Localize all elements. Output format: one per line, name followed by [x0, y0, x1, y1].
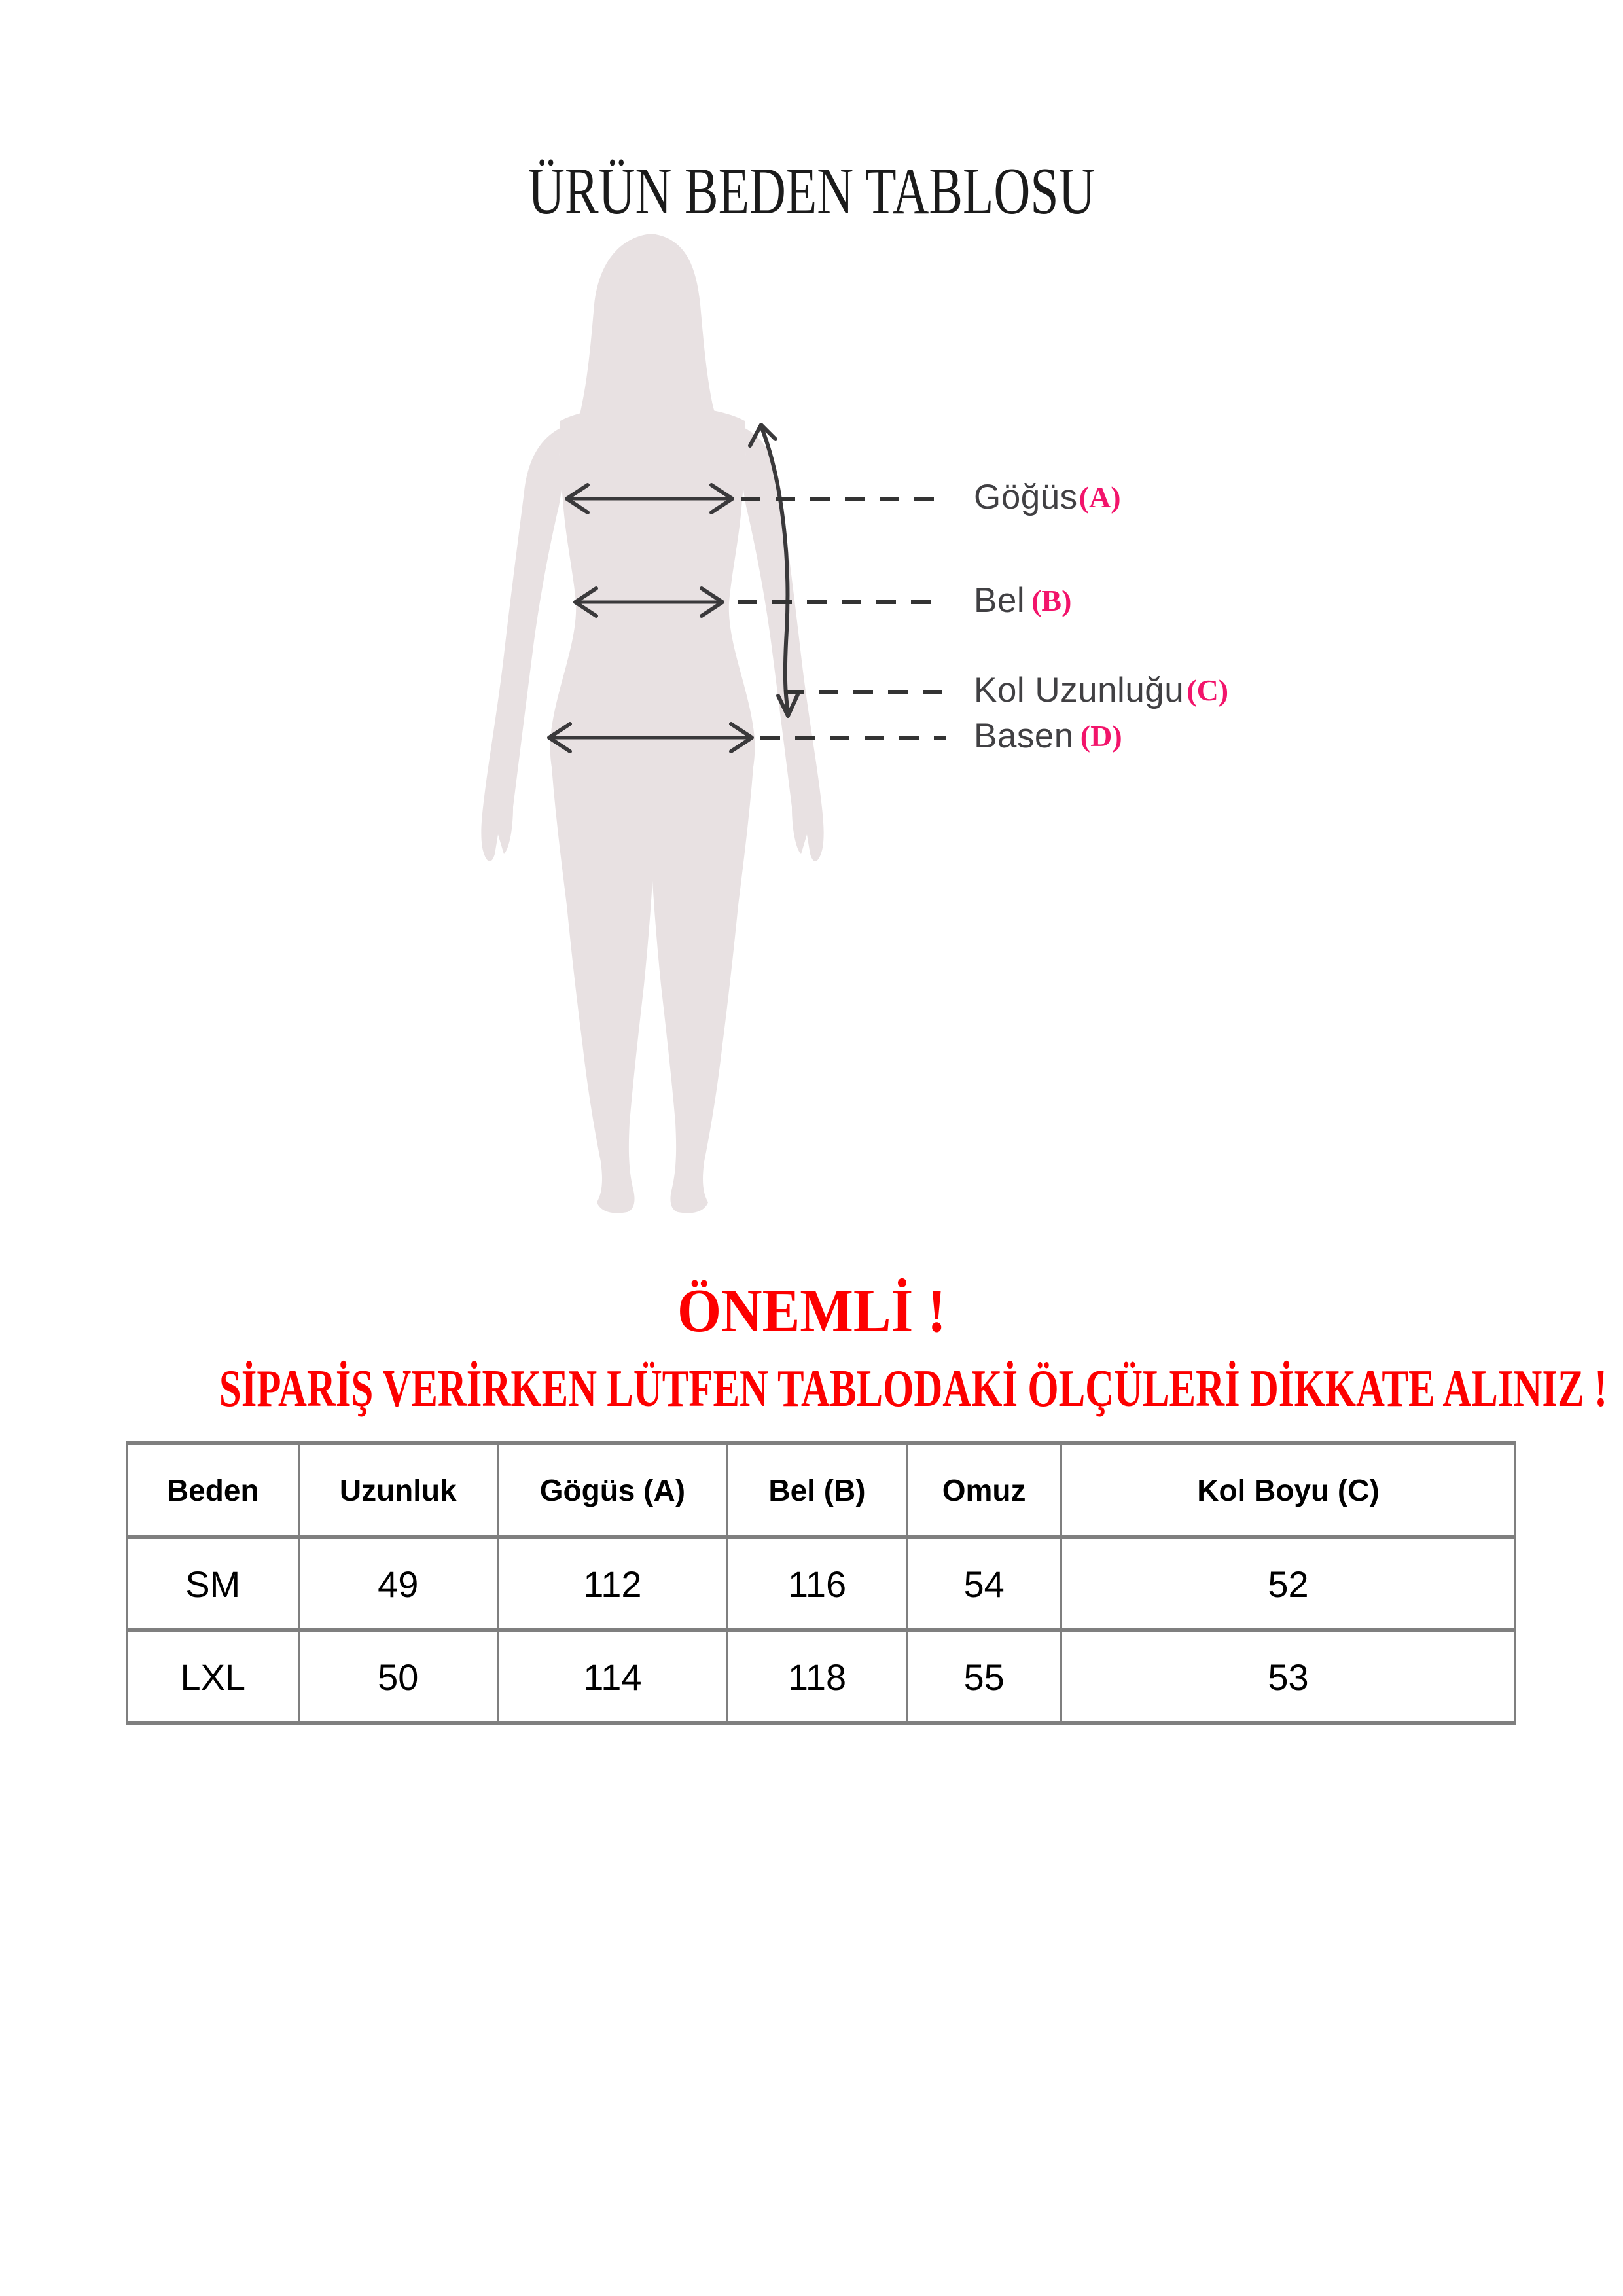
size-table-cell: 112 — [498, 1537, 728, 1630]
silhouette-left-arm — [481, 427, 563, 861]
important-heading: ÖNEMLİ ! — [677, 1277, 946, 1345]
measurement-label — [974, 581, 1071, 621]
measurement-letter: (B) — [1031, 584, 1072, 617]
measurement-label-text: Göğüs — [974, 478, 1078, 516]
size-table-cell: 52 — [1061, 1537, 1515, 1630]
measurement-label-text: Basen — [974, 717, 1074, 755]
female-body-silhouette — [481, 234, 823, 1213]
silhouette-left-leg — [550, 748, 655, 1213]
measurement-letter: (D) — [1080, 719, 1122, 753]
size-table-header-cell: Omuz — [907, 1443, 1061, 1537]
body-measurement-diagram — [458, 231, 969, 1219]
size-table-row — [128, 1630, 1516, 1723]
size-table-cell: 55 — [907, 1630, 1061, 1723]
size-table-cell: 54 — [907, 1537, 1061, 1630]
size-table-header-row — [128, 1443, 1516, 1537]
silhouette-torso — [550, 405, 755, 816]
measurement-label — [974, 670, 1228, 711]
measurement-letter: (C) — [1186, 673, 1229, 707]
size-table-cell: 50 — [298, 1630, 498, 1723]
measurement-label — [974, 477, 1121, 518]
measurement-label-text: Kol Uzunluğu — [974, 671, 1185, 709]
measurement-label — [974, 716, 1122, 757]
measurement-label-text: Bel — [974, 581, 1026, 620]
silhouette-right-arm — [742, 427, 824, 861]
silhouette-right-leg — [650, 748, 755, 1213]
size-table-cell: 114 — [498, 1630, 728, 1723]
measurement-letter: (A) — [1079, 480, 1121, 514]
size-table-header-cell: Gögüs (A) — [498, 1443, 728, 1537]
size-table-cell: 49 — [298, 1537, 498, 1630]
size-table-cell: 53 — [1061, 1630, 1515, 1723]
size-table — [126, 1441, 1516, 1725]
size-table-header-cell: Beden — [128, 1443, 299, 1537]
size-table-cell: SM — [128, 1537, 299, 1630]
size-table-header-cell: Uzunluk — [298, 1443, 498, 1537]
warning-text: SİPARİŞ VERİRKEN LÜTFEN TABLODAKİ ÖLÇÜLERİ DİKKATE ALINIZ ! — [219, 1360, 1608, 1418]
size-table-cell: 118 — [727, 1630, 907, 1723]
size-table-header-cell: Bel (B) — [727, 1443, 907, 1537]
size-table-row — [128, 1537, 1516, 1630]
page-title: ÜRÜN BEDEN TABLOSU — [527, 154, 1096, 229]
size-table-cell: 116 — [727, 1537, 907, 1630]
size-table-cell: LXL — [128, 1630, 299, 1723]
size-table-header-cell: Kol Boyu (C) — [1061, 1443, 1515, 1537]
